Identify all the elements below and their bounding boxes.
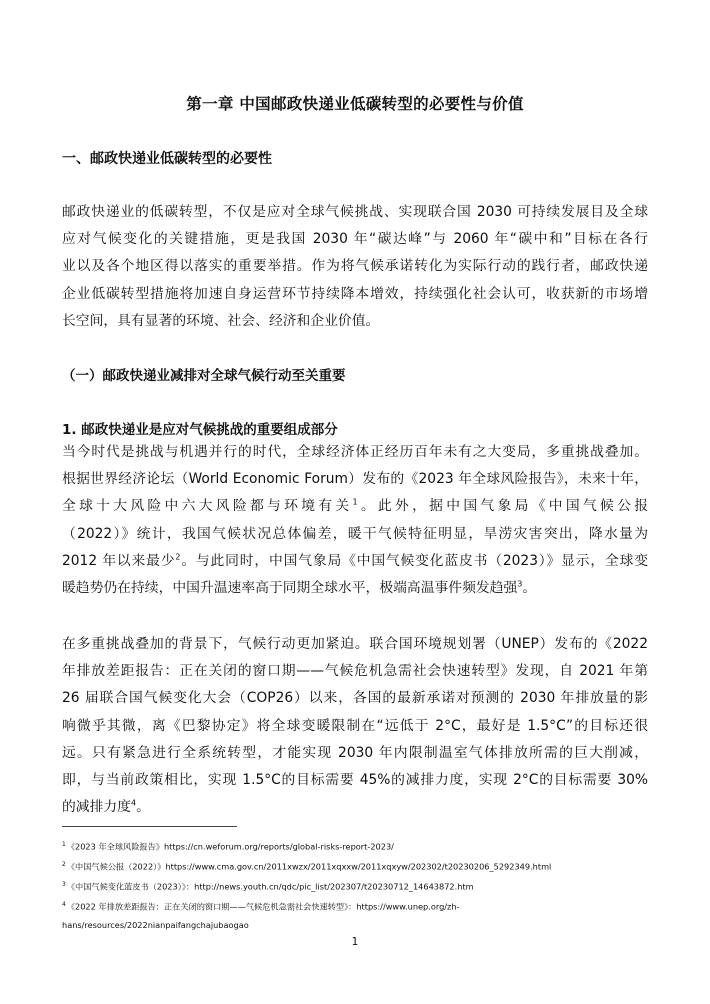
footnote-mark: 3 bbox=[62, 881, 66, 889]
paragraph-line bbox=[62, 658, 648, 685]
line-text: 根据世界经济论坛（World Economic Forum）发布的《2023 年全球风险报告》，未来十年， bbox=[62, 471, 648, 488]
line-text: 即，与当前政策相比，实现 1.5°C的目标需要 45%的减排力度，实现 2°C的目标需要 30% bbox=[62, 771, 648, 788]
line-text: 。此外，据中国气象局《中国气候公报 bbox=[357, 498, 648, 515]
line-text: 。 bbox=[136, 799, 150, 816]
line-text: 。 bbox=[522, 579, 537, 596]
footnote-mark: 1 bbox=[62, 841, 66, 848]
footnote-text[interactable]: 《中国气候变化蓝皮书（2023）》：http://news.youth.cn/qdc/pic_list/202307/t20230712_14643872.htm bbox=[66, 882, 474, 893]
item-heading: 1. 邮政快递业是应对气候挑战的重要组成部分 bbox=[62, 422, 338, 438]
line-text: 。与此同时，中国气象局《中国气候变化蓝皮书（2023）》显示，全球变 bbox=[180, 552, 648, 569]
paragraph-line bbox=[62, 548, 648, 575]
paragraph-line bbox=[62, 740, 648, 767]
line-text: 远。只有紧急进行全系统转型，才能实现 2030 年内限制温室气体排放所需的巨大削减， bbox=[62, 744, 648, 761]
line-text: 响微乎其微，离《巴黎协定》将全球变暖限制在“远低于 2°C，最好是 1.5°C”的目标还很 bbox=[62, 717, 648, 734]
paragraph-line bbox=[62, 439, 648, 466]
paragraph-line bbox=[62, 685, 648, 712]
footnote-text[interactable]: 《2022 年排放差距报告：正在关闭的窗口期——气候危机急需社会快速转型》：https://www.unep.org/zh- bbox=[66, 902, 460, 913]
footnote bbox=[62, 896, 652, 916]
footnote-text[interactable]: 《2023 年全球风险报告》https://cn.weforum.org/reports/global-risks-report-2023/ bbox=[66, 841, 394, 852]
paragraph-line bbox=[62, 521, 648, 548]
paragraph-line: 应对气候变化的关键措施，更是我国 2030 年“碳达峰”与 2060 年“碳中和”目标在各行 bbox=[62, 231, 648, 248]
section-heading: 一、邮政快递业低碳转型的必要性 bbox=[62, 151, 272, 167]
paragraph-line bbox=[62, 767, 648, 794]
paragraph-line bbox=[62, 794, 648, 821]
footnote-ref[interactable]: 4 bbox=[130, 798, 137, 808]
line-text: 全球十大风险中六大风险都与环境有关 bbox=[62, 498, 353, 515]
footnote-mark: 2 bbox=[62, 861, 66, 869]
footnote bbox=[62, 836, 652, 856]
line-text: 26 届联合国气候变化大会（COP26）以来，各国的最新承诺对预测的 2030 年排放量的影 bbox=[62, 690, 648, 707]
footnote-text[interactable]: 《中国气候公报（2022）》https://www.cma.gov.cn/2011xwzx/2011xqxxw/2011xqxyw/202302/t20230206_5292349.html bbox=[66, 861, 552, 872]
intro-paragraph bbox=[62, 199, 648, 335]
paragraph-line: 业以及各个地区得以落实的重要举措。作为将气候承诺转化为实际行动的践行者，邮政快递 bbox=[62, 258, 648, 275]
body-paragraph-2 bbox=[62, 631, 648, 821]
paragraph-line: 邮政快递业的低碳转型，不仅是应对全球气候挑战、实现联合国 2030 可持续发展目及全球 bbox=[62, 204, 648, 220]
footnote bbox=[62, 917, 652, 934]
line-text: （2022）》统计，我国气候状况总体偏差，暖干气候特征明显，旱涝灾害突出，降水量为 bbox=[62, 525, 648, 542]
subsection-heading: （一）邮政快递业减排对全球气候行动至关重要 bbox=[62, 368, 346, 384]
paragraph-line: 长空间，具有显著的环境、社会、经济和企业价值。 bbox=[62, 312, 380, 329]
paragraph-line bbox=[62, 493, 648, 520]
line-text: 在多重挑战叠加的背景下，气候行动更加紧迫。联合国环境规划署（UNEP）发布的《2022 bbox=[62, 636, 648, 652]
footnote-divider bbox=[62, 826, 237, 827]
chapter-title: 第一章 中国邮政快递业低碳转型的必要性与价值 bbox=[186, 95, 524, 113]
footnote bbox=[62, 876, 652, 896]
body-paragraph-1 bbox=[62, 439, 648, 602]
footnote-text[interactable]: hans/resources/2022nianpaifangchajubaogao bbox=[62, 919, 249, 930]
footnote bbox=[62, 856, 652, 876]
footnote-ref[interactable]: 1 bbox=[352, 497, 358, 507]
page-number: 1 bbox=[351, 936, 359, 948]
paragraph-line: 企业低碳转型措施将加速自身运营环节持续降本增效，持续强化社会认可，收获新的市场增 bbox=[62, 285, 648, 302]
line-text: 2012 年以来最少 bbox=[62, 552, 176, 569]
footnote-ref[interactable]: 3 bbox=[517, 579, 523, 589]
footnote-ref[interactable]: 2 bbox=[175, 552, 181, 562]
paragraph-line bbox=[62, 466, 648, 493]
paragraph-line bbox=[62, 575, 648, 602]
line-text: 的减排力度 bbox=[62, 799, 131, 816]
line-text: 年排放差距报告：正在关闭的窗口期——气候危机急需社会快速转型》发现，自 2021 年第 bbox=[62, 663, 648, 680]
line-text: 当今时代是挑战与机遇并行的时代，全球经济体正经历百年未有之大变局，多重挑战叠加。 bbox=[62, 444, 648, 460]
footnote-mark: 4 bbox=[62, 901, 66, 909]
paragraph-line bbox=[62, 631, 648, 658]
line-text: 暖趋势仍在持续，中国升温速率高于同期全球水平，极端高温事件频发趋强 bbox=[62, 579, 518, 596]
paragraph-line bbox=[62, 713, 648, 740]
footnotes bbox=[62, 836, 652, 934]
